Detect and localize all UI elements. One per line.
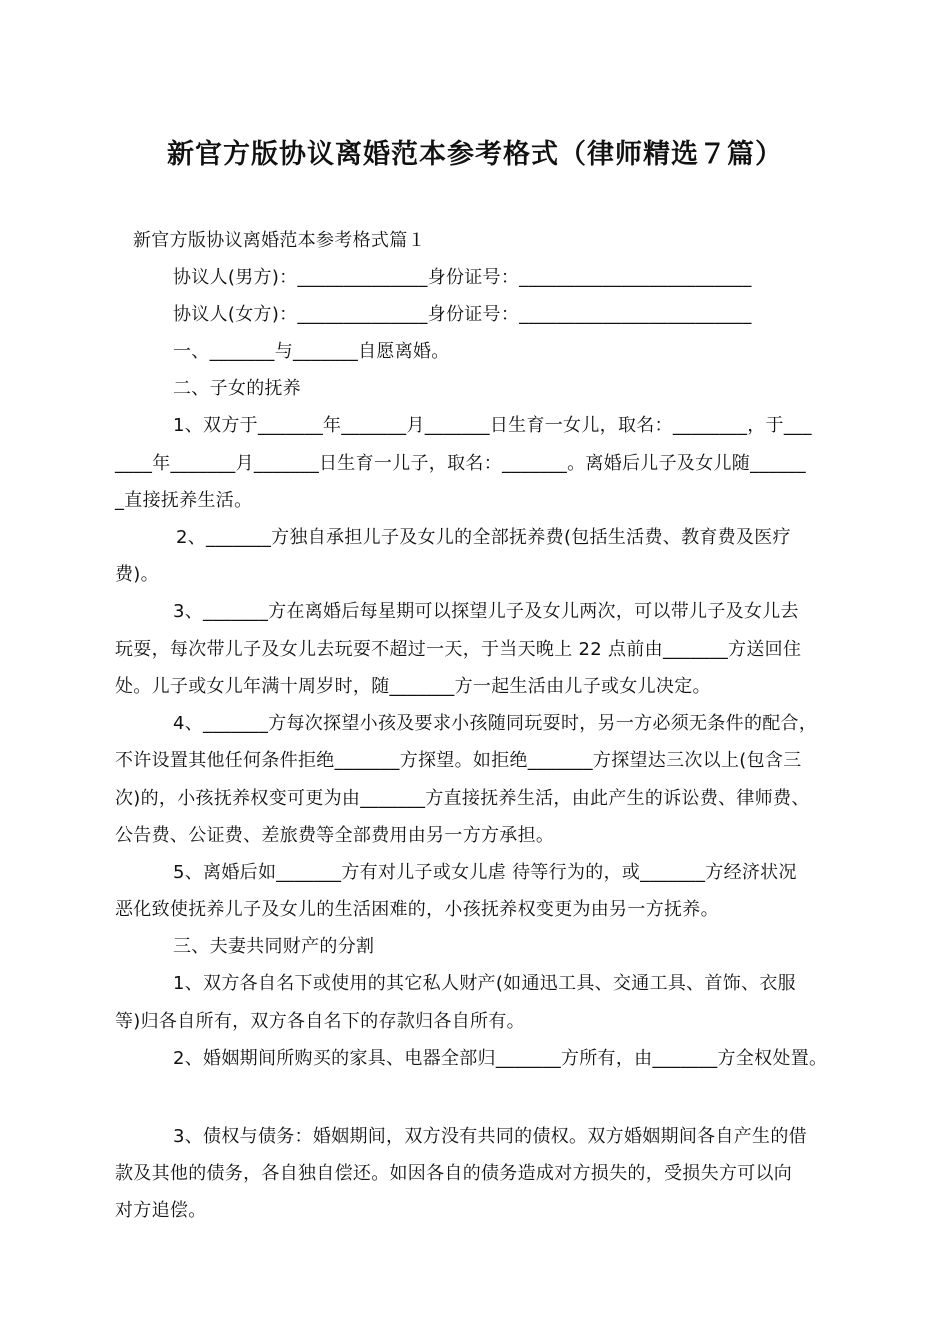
clause-3-1-line: 等)归各自所有，双方各自名下的存款归各自所有。 [115, 1011, 525, 1032]
clause-2-4-line: 公告费、公证费、差旅费等全部费用由另一方方承担。 [115, 825, 555, 846]
clause-3-3-line: 对方追偿。 [115, 1200, 207, 1221]
party-female-line: 协议人(女方)：______________身份证号：_________________________ [173, 304, 752, 325]
clause-2-2-line: 费)。 [115, 564, 159, 585]
clause-2-1-line: _直接抚养生活。 [115, 490, 253, 511]
clause-2-5-line: 5、离婚后如_______方有对儿子或女儿虐 待等行为的，或_______方经济状况 [173, 862, 797, 883]
section-heading: 新官方版协议离婚范本参考格式篇１ [133, 230, 426, 251]
clause-2-3-line: 处。儿子或女儿年满十周岁时，随_______方一起生活由儿子或女儿决定。 [115, 676, 711, 697]
clause-2-2-line: 2、_______方独自承担儿子及女儿的全部抚养费(包括生活费、教育费及医疗 [176, 527, 791, 548]
clause-2-4-line: 次)的，小孩抚养权变可更为由_______方直接抚养生活，由此产生的诉讼费、律师费、 [115, 788, 810, 809]
clause-3-2-line: 2、婚姻期间所购买的家具、电器全部归_______方所有，由_______方全权处置。 [173, 1048, 828, 1069]
clause-1: 一、_______与_______自愿离婚。 [173, 341, 450, 362]
document-title: 新官方版协议离婚范本参考格式（律师精选７篇） [167, 139, 783, 170]
clause-2-3-line: 玩耍，每次带儿子及女儿去玩耍不超过一天，于当天晚上 22 点前由_______方送回住 [115, 639, 802, 660]
clause-2-1-line: 1、双方于_______年_______月_______日生育一女儿，取名：________，于___ [173, 415, 812, 436]
clause-2-1-line: ____年_______月_______日生育一儿子，取名：_______。离婚后儿子及女儿随______ [115, 453, 806, 474]
clause-3-1-line: 1、双方各自名下或使用的其它私人财产(如通迅工具、交通工具、首饰、衣服 [173, 973, 796, 994]
party-male-line: 协议人(男方)：______________身份证号：_________________________ [173, 267, 752, 288]
clause-3-3-line: 3、债权与债务：婚姻期间，双方没有共同的债权。双方婚姻期间各自产生的借 [173, 1126, 807, 1147]
clause-2-5-line: 恶化致使抚养儿子及女儿的生活困难的，小孩抚养权变更为由另一方抚养。 [115, 899, 719, 920]
clause-2-3-line: 3、_______方在离婚后每星期可以探望儿子及女儿两次，可以带儿子及女儿去 [173, 601, 799, 622]
clause-2-4-line: 4、_______方每次探望小孩及要求小孩随同玩耍时，另一方必须无条件的配合， [173, 713, 818, 734]
clause-2-heading: 二、子女的抚养 [173, 378, 302, 399]
clause-3-heading: 三、夫妻共同财产的分割 [173, 936, 375, 957]
clause-2-4-line: 不许设置其他任何条件拒绝_______方探望。如拒绝_______方探望达三次以上(包含三 [115, 750, 802, 771]
clause-3-3-line: 款及其他的债务，各自独自偿还。如因各自的债务造成对方损失的，受损失方可以向 [115, 1163, 793, 1184]
